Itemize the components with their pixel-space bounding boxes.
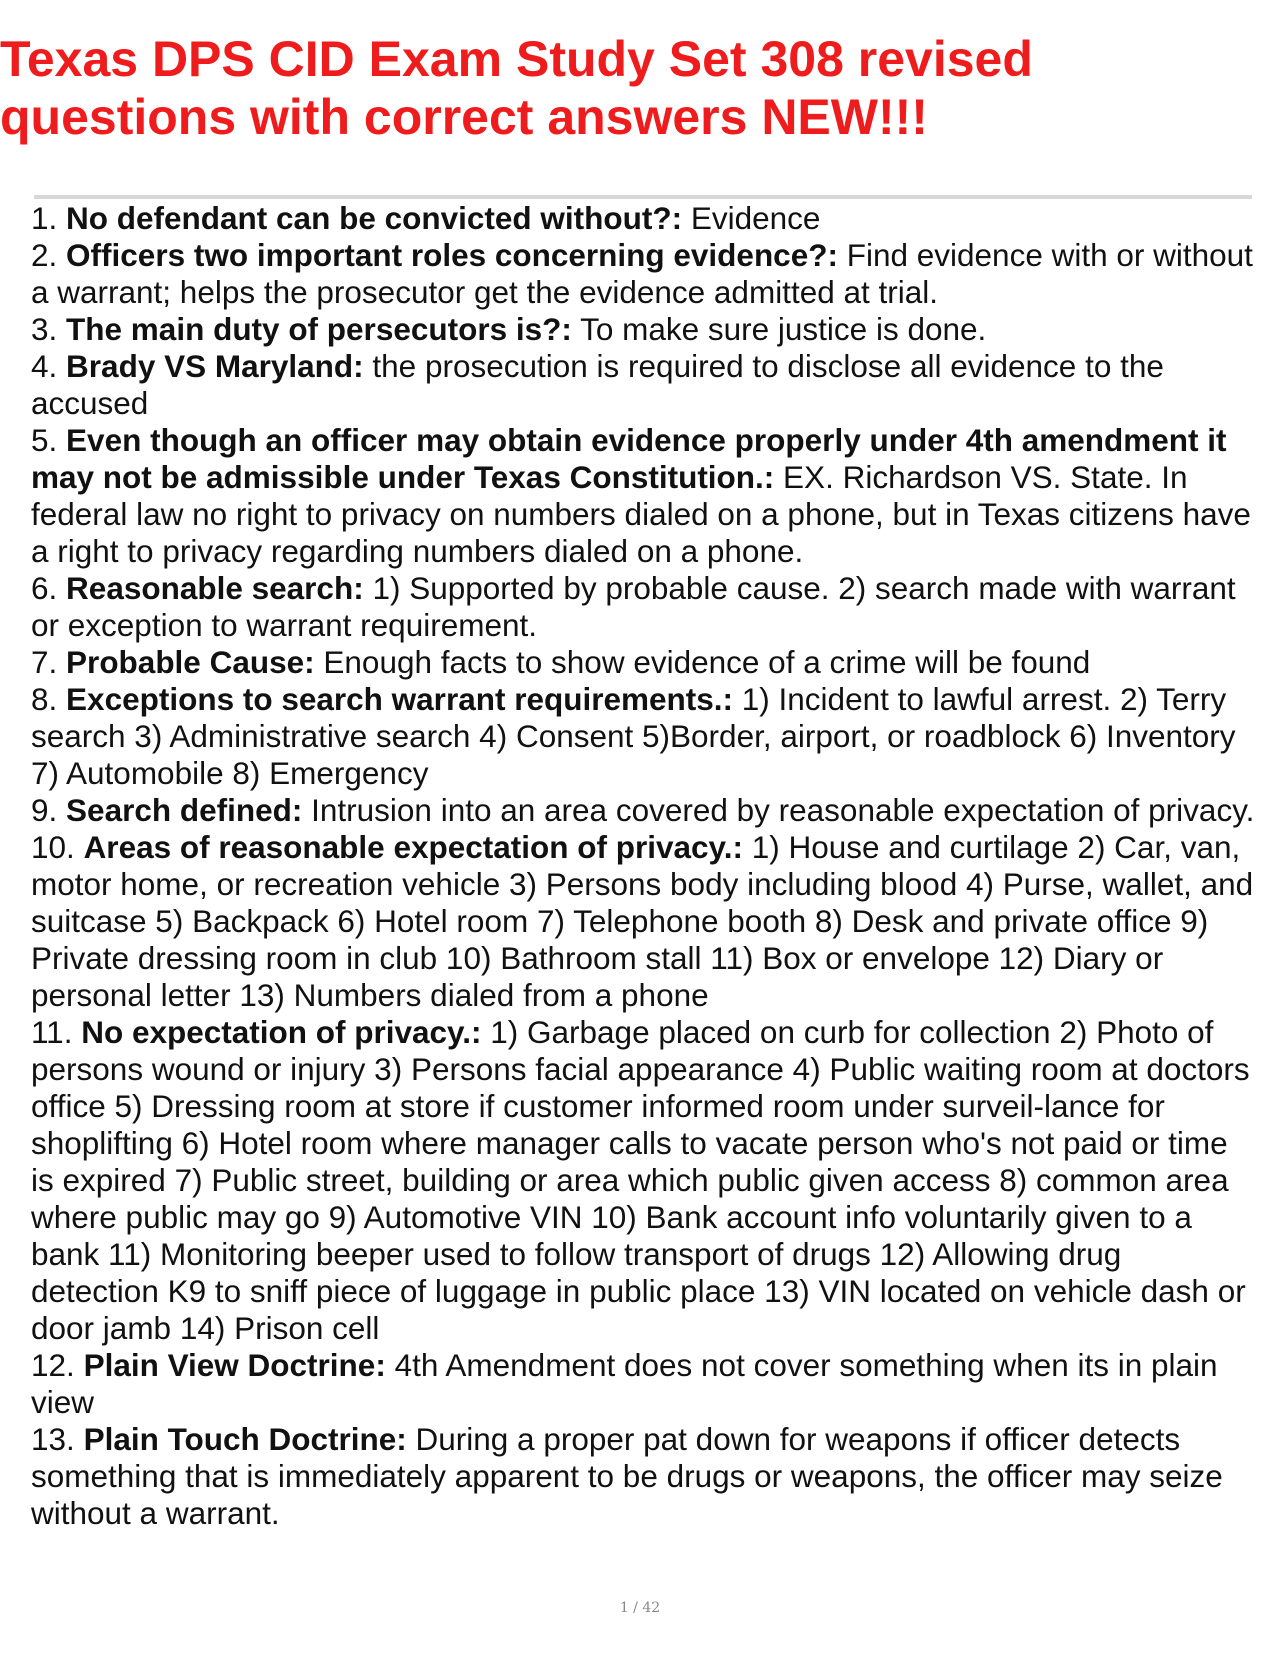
qa-number: 12.: [31, 1347, 75, 1383]
qa-question: No defendant can be convicted without?:: [66, 200, 683, 236]
qa-question: Brady VS Maryland:: [66, 348, 364, 384]
qa-question: Search defined:: [66, 792, 303, 828]
qa-question: Even though an officer may obtain evidence properly under 4th amendment it may not be admissible under Texas Constitution.:: [31, 422, 1227, 495]
qa-number: 10.: [31, 829, 75, 865]
qa-answer: 4th Amendment does not cover something when its in plain view: [31, 1347, 1218, 1420]
qa-item: [31, 311, 1256, 348]
qa-number: 13.: [31, 1421, 75, 1457]
qa-number: 8.: [31, 681, 58, 717]
qa-question: Areas of reasonable expectation of privacy.:: [83, 829, 743, 865]
qa-answer: EX. Richardson VS. State. In federal law no right to privacy on numbers dialed on a phone, but in Texas citizens have a right to privacy regarding numbers dialed on a phone.: [31, 459, 1251, 569]
qa-list: [31, 200, 1256, 1532]
qa-number: 1.: [31, 200, 58, 236]
qa-question: No expectation of privacy.:: [81, 1014, 482, 1050]
qa-item: [31, 570, 1256, 644]
qa-item: [31, 829, 1256, 1014]
qa-answer: the prosecution is required to disclose all evidence to the accused: [31, 348, 1164, 421]
qa-question: The main duty of persecutors is?:: [66, 311, 572, 347]
qa-item: [31, 644, 1256, 681]
qa-number: 11.: [31, 1014, 73, 1050]
document-title: Texas DPS CID Exam Study Set 308 revised questions with correct answers NEW!!!: [0, 31, 1033, 145]
qa-number: 4.: [31, 348, 58, 384]
qa-answer: 1) Garbage placed on curb for collection 2) Photo of persons wound or injury 3) Persons facial appearance 4) Public waiting room at doctors office 5) Dressing room at store if customer informed room under surveil-lance for shoplifting 6) Hotel room where manager calls to vacate person who's not paid or time is expired 7) Public street, building or area which public given access 8) common area where public may go 9) Automotive VIN 10) Bank account info voluntarily given to a bank 11) Monitoring beeper used to follow transport of drugs 12) Allowing drug detection K9 to sniff piece of luggage in public place 13) VIN located on vehicle dash or door jamb 14) Prison cell: [31, 1014, 1250, 1346]
qa-answer: 1) Incident to lawful arrest. 2) Terry search 3) Administrative search 4) Consent 5)Border, airport, or roadblock 6) Inventory 7) Automobile 8) Emergency: [31, 681, 1236, 791]
qa-number: 3.: [31, 311, 58, 347]
qa-question: Officers two important roles concerning evidence?:: [66, 237, 838, 273]
qa-item: [31, 1421, 1256, 1532]
qa-answer: Enough facts to show evidence of a crime will be found: [323, 644, 1091, 680]
qa-number: 7.: [31, 644, 58, 680]
qa-answer: 1) House and curtilage 2) Car, van, motor home, or recreation vehicle 3) Persons body including blood 4) Purse, wallet, and suitcase 5) Backpack 6) Hotel room 7) Telephone booth 8) Desk and private office 9) Private dressing room in club 10) Bathroom stall 11) Box or envelope 12) Diary or personal letter 13) Numbers dialed from a phone: [31, 829, 1254, 1013]
qa-item: [31, 1347, 1256, 1421]
qa-number: 6.: [31, 570, 58, 606]
title-divider: [34, 195, 1252, 199]
qa-answer: Intrusion into an area covered by reasonable expectation of privacy.: [311, 792, 1255, 828]
qa-item: [31, 422, 1256, 570]
qa-question: Plain View Doctrine:: [83, 1347, 386, 1383]
qa-answer: To make sure justice is done.: [580, 311, 987, 347]
qa-answer: Find evidence with or without a warrant; helps the prosecutor get the evidence admitted at trial.: [31, 237, 1253, 310]
qa-number: 9.: [31, 792, 58, 828]
qa-item: [31, 681, 1256, 792]
qa-question: Plain Touch Doctrine:: [83, 1421, 407, 1457]
qa-answer: During a proper pat down for weapons if officer detects something that is immediately apparent to be drugs or weapons, the officer may seize without a warrant.: [31, 1421, 1223, 1531]
qa-item: [31, 792, 1256, 829]
qa-question: Probable Cause:: [66, 644, 315, 680]
qa-number: 2.: [31, 237, 58, 273]
qa-answer: Evidence: [690, 200, 821, 236]
qa-question: Exceptions to search warrant requirements.:: [66, 681, 734, 717]
qa-item: [31, 1014, 1256, 1347]
page-number: 1 / 42: [619, 1600, 661, 1616]
qa-item: [31, 200, 1256, 237]
qa-item: [31, 348, 1256, 422]
qa-question: Reasonable search:: [66, 570, 364, 606]
qa-answer: 1) Supported by probable cause. 2) search made with warrant or exception to warrant requirement.: [31, 570, 1236, 643]
qa-item: [31, 237, 1256, 311]
qa-number: 5.: [31, 422, 58, 458]
